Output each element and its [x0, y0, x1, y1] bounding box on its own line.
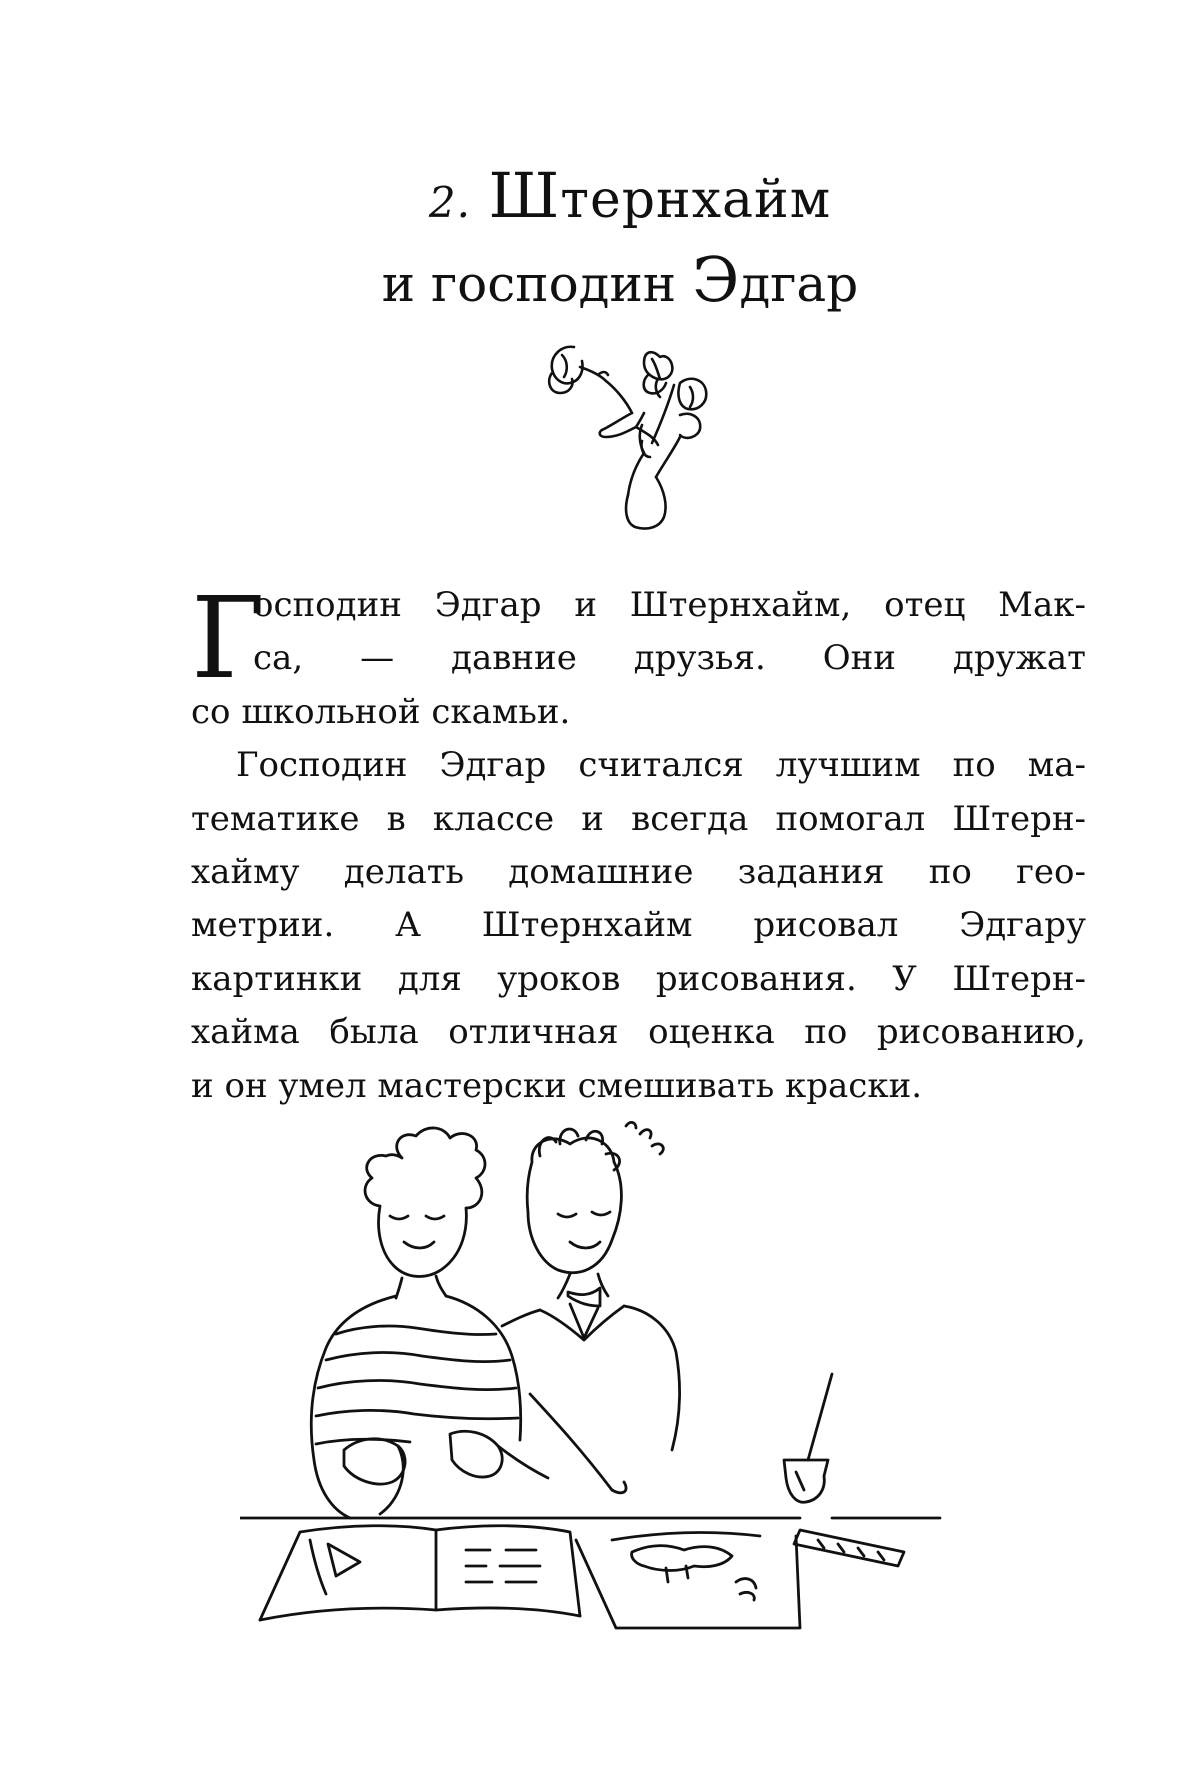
paragraph-2-line-2: тематике в классе и всегда помогал Штерн- — [191, 798, 1086, 839]
paragraph-1 — [191, 574, 1086, 739]
paragraph-2-line-7: и он умел мастерски смешивать краски. — [191, 1065, 923, 1106]
drop-cap: Г — [191, 574, 266, 704]
chapter-heading — [0, 159, 1180, 316]
paragraph-1-line-2: са, — давние друзья. Они дружат — [253, 638, 1086, 679]
chapter-title-rest: тернхайм — [560, 170, 832, 230]
chapter-title-line2-pre: и господин — [381, 255, 692, 313]
body-text — [191, 574, 1086, 1113]
flowers-vase-icon — [540, 345, 720, 530]
chapter-number: 2. — [428, 178, 471, 227]
chapter-title-initial: Ш — [488, 159, 561, 232]
chapter-title-line1 — [80, 159, 1180, 232]
paragraph-1-line-1: осподин Эдгар и Штернхайм, отец Мак- — [253, 585, 1086, 625]
paragraph-2-line-5: картинки для уроков рисования. У Штерн- — [191, 958, 1086, 999]
boys-drawing-illustration — [240, 1120, 1040, 1645]
paragraph-2-line-1: Господин Эдгар считался лучшим по ма- — [236, 745, 1086, 786]
chapter-title-line2-rest: дгар — [739, 255, 859, 313]
paragraph-2-line-3: хайму делать домашние задания по гео- — [191, 852, 1086, 893]
paragraph-2-line-6: хайма была отличная оценка по рисованию, — [191, 1012, 1086, 1053]
paragraph-1-line-3: со школьной скамьи. — [191, 691, 571, 732]
chapter-title-line2-initial: Э — [692, 243, 740, 316]
chapter-title-line2 — [60, 243, 1180, 316]
paragraph-2-line-4: метрии. А Штернхайм рисовал Эдгару — [191, 905, 1086, 946]
paragraph-2 — [191, 739, 1086, 1113]
